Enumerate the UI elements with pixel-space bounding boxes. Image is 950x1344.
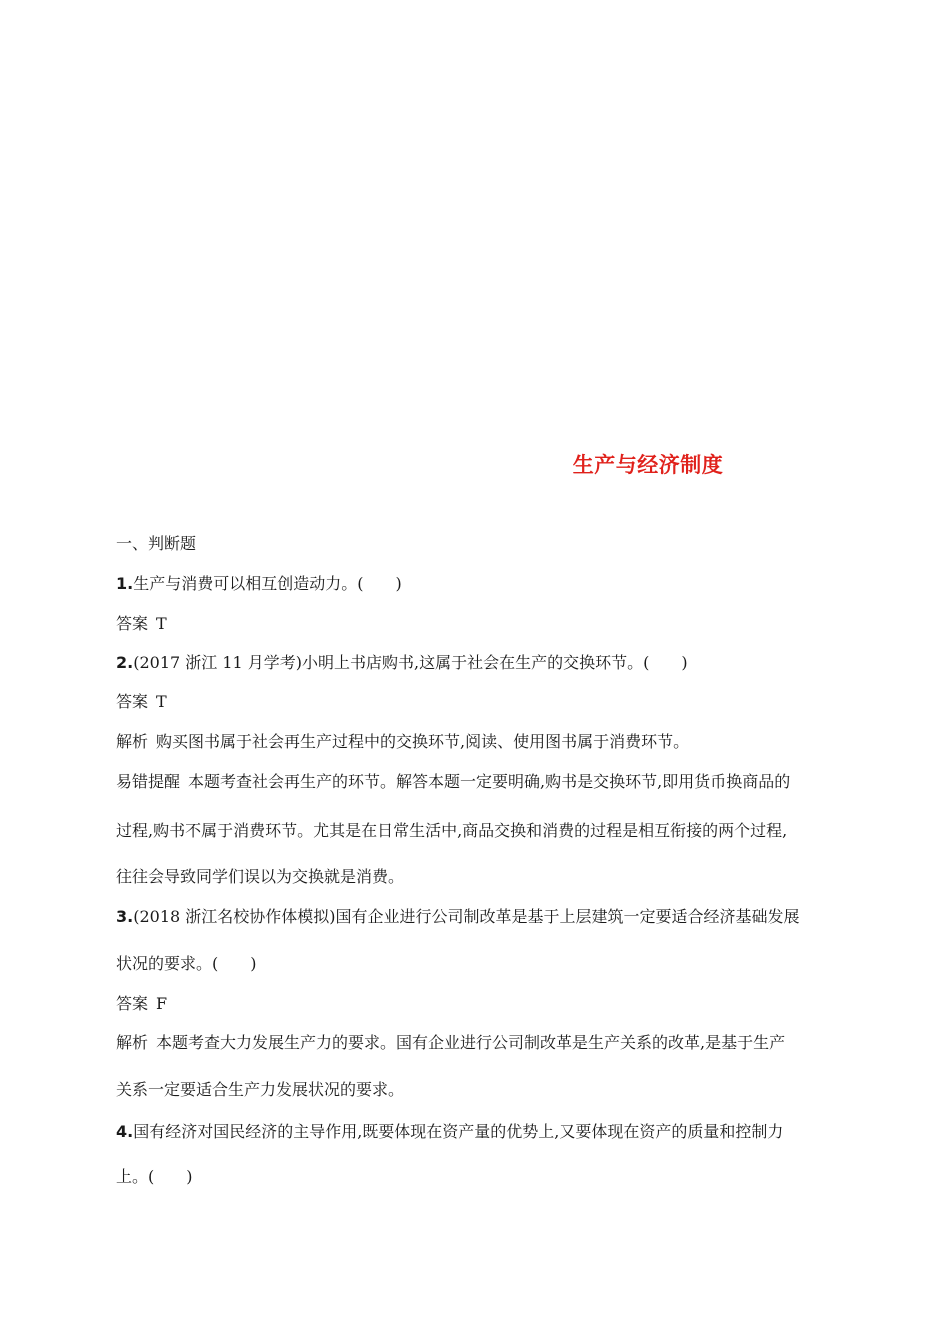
question-1 <box>116 573 402 595</box>
tip-2-line-3: 往往会导致同学们误以为交换就是消费。 <box>116 867 405 886</box>
analysis-label: 解析 <box>116 732 149 751</box>
question-2 <box>116 652 688 674</box>
question-3-line-2: 状况的要求。( ) <box>116 954 257 973</box>
answer-1 <box>116 613 167 635</box>
analysis-text: 本题考查大力发展生产力的要求。国有企业进行公司制改革是生产关系的改革,是基于生产 <box>156 1033 786 1052</box>
section-heading: 一、判断题 <box>116 534 197 553</box>
tip-label: 易错提醒 <box>116 772 181 791</box>
question-4-line-2: 上。( ) <box>116 1167 193 1186</box>
tip-text: 本题考查社会再生产的环节。解答本题一定要明确,购书是交换环节,即用货币换商品的 <box>188 772 791 791</box>
answer-value: F <box>156 994 168 1013</box>
question-4 <box>116 1121 783 1143</box>
tip-2-line-1 <box>116 771 790 793</box>
analysis-2 <box>116 731 689 753</box>
answer-2 <box>116 691 167 713</box>
page-title: 生产与经济制度 <box>572 453 724 477</box>
question-text: 生产与消费可以相互创造动力。( ) <box>133 574 402 593</box>
answer-value: T <box>156 692 167 711</box>
answer-label: 答案 <box>116 614 149 633</box>
question-text: (2017 浙江 11 月学考)小明上书店购书,这属于社会在生产的交换环节。( ) <box>133 653 688 672</box>
analysis-label: 解析 <box>116 1033 149 1052</box>
question-number: 2. <box>116 653 134 672</box>
answer-value: T <box>156 614 167 633</box>
tip-2-line-2: 过程,购书不属于消费环节。尤其是在日常生活中,商品交换和消费的过程是相互衔接的两个过程, <box>116 821 788 840</box>
answer-3 <box>116 993 167 1015</box>
question-number: 3. <box>116 907 134 926</box>
question-text: (2018 浙江名校协作体模拟)国有企业进行公司制改革是基于上层建筑一定要适合经济基础发展 <box>133 907 800 926</box>
analysis-3-line-1 <box>116 1032 785 1054</box>
question-text: 国有经济对国民经济的主导作用,既要体现在资产量的优势上,又要体现在资产的质量和控制力 <box>133 1122 784 1141</box>
question-3 <box>116 906 800 928</box>
answer-label: 答案 <box>116 994 149 1013</box>
question-number: 1. <box>116 574 134 593</box>
answer-label: 答案 <box>116 692 149 711</box>
question-number: 4. <box>116 1122 134 1141</box>
analysis-text: 购买图书属于社会再生产过程中的交换环节,阅读、使用图书属于消费环节。 <box>156 732 690 751</box>
analysis-3-line-2: 关系一定要适合生产力发展状况的要求。 <box>116 1080 405 1099</box>
